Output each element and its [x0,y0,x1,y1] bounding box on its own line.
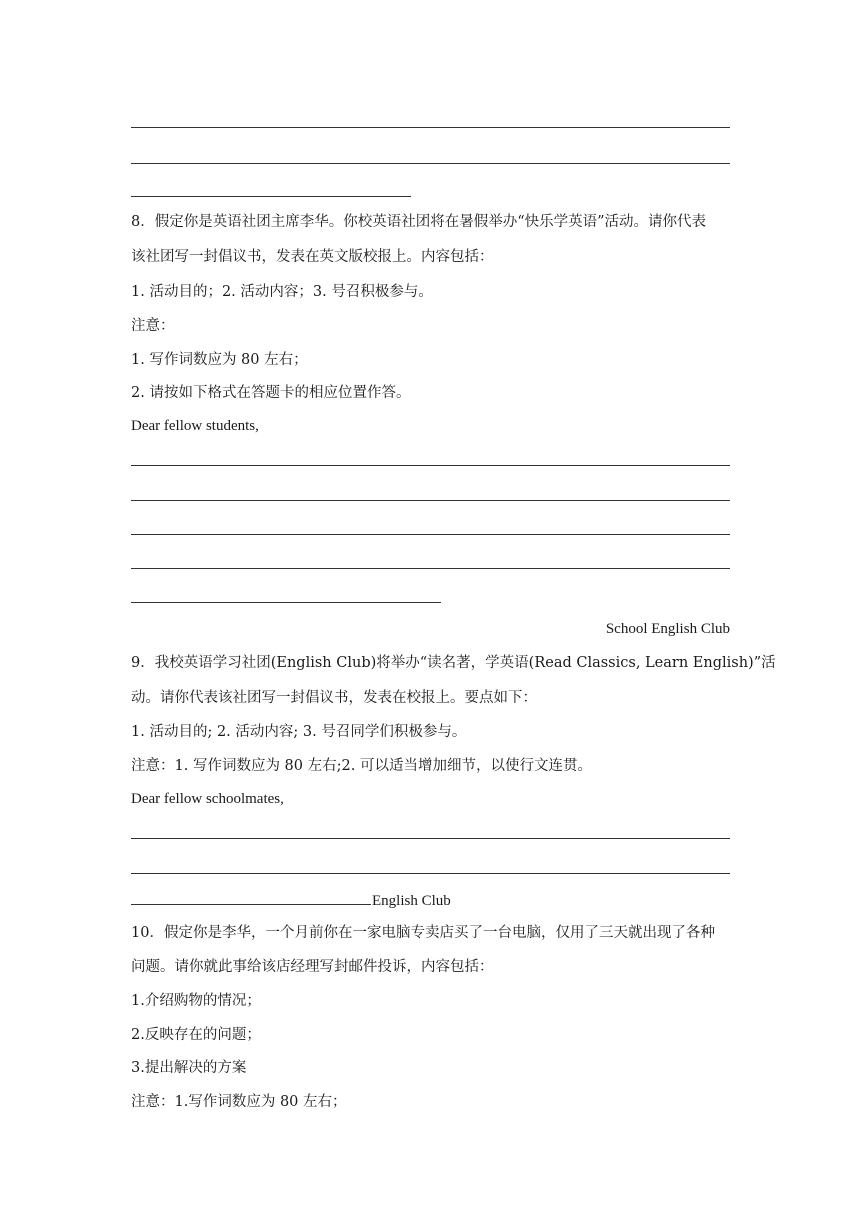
answer-line [131,127,730,128]
answer-line [131,465,730,466]
q10-prompt-line-2: 问题。请你就此事给该店经理写封邮件投诉，内容包括： [131,959,494,975]
q9-points: 1. 活动目的; 2. 活动内容; 3. 号召同学们积极参与。 [131,724,467,740]
answer-line [131,602,441,603]
q9-signature: English Club [372,893,451,909]
signature-blank [131,890,371,905]
q8-salutation: Dear fellow students, [131,418,259,434]
answer-line [131,163,730,164]
q10-note: 注意：1.写作词数应为 80 左右； [131,1094,347,1110]
q9-prompt-line-2: 动。请你代表该社团写一封倡议书，发表在校报上。要点如下： [131,690,537,706]
q10-item-2: 2.反映存在的问题； [131,1027,261,1043]
answer-line [131,838,730,839]
q10-item-1: 1.介绍购物的情况； [131,993,261,1009]
q8-points: 1. 活动目的；2. 活动内容；3. 号召积极参与。 [131,284,433,300]
q10-prompt-line-1: 10．假定你是李华，一个月前你在一家电脑专卖店买了一台电脑，仅用了三天就出现了各种 [131,925,715,941]
q8-signature: School English Club [605,621,730,637]
answer-line [131,500,730,501]
q10-item-3: 3.提出解决的方案 [131,1060,247,1076]
q9-prompt-line-1: 9．我校英语学习社团(English Club)将举办“读名著，学英语(Read Classics, Learn English)”活 [131,655,776,671]
answer-line [131,196,411,197]
q8-note-2: 2. 请按如下格式在答题卡的相应位置作答。 [131,385,411,401]
q8-note-1: 1. 写作词数应为 80 左右； [131,352,308,368]
q9-salutation: Dear fellow schoolmates, [131,791,284,807]
answer-line [131,534,730,535]
q8-note-heading: 注意： [131,318,175,334]
answer-line [131,568,730,569]
q9-signature-line [131,890,451,911]
q8-prompt-line-1: 8．假定你是英语社团主席李华。你校英语社团将在暑假举办“快乐学英语”活动。请你代表 [131,214,707,230]
q9-note: 注意：1. 写作词数应为 80 左右;2. 可以适当增加细节，以使行文连贯。 [131,758,592,774]
answer-line [131,873,730,874]
q8-prompt-line-2: 该社团写一封倡议书，发表在英文版校报上。内容包括： [131,249,494,265]
